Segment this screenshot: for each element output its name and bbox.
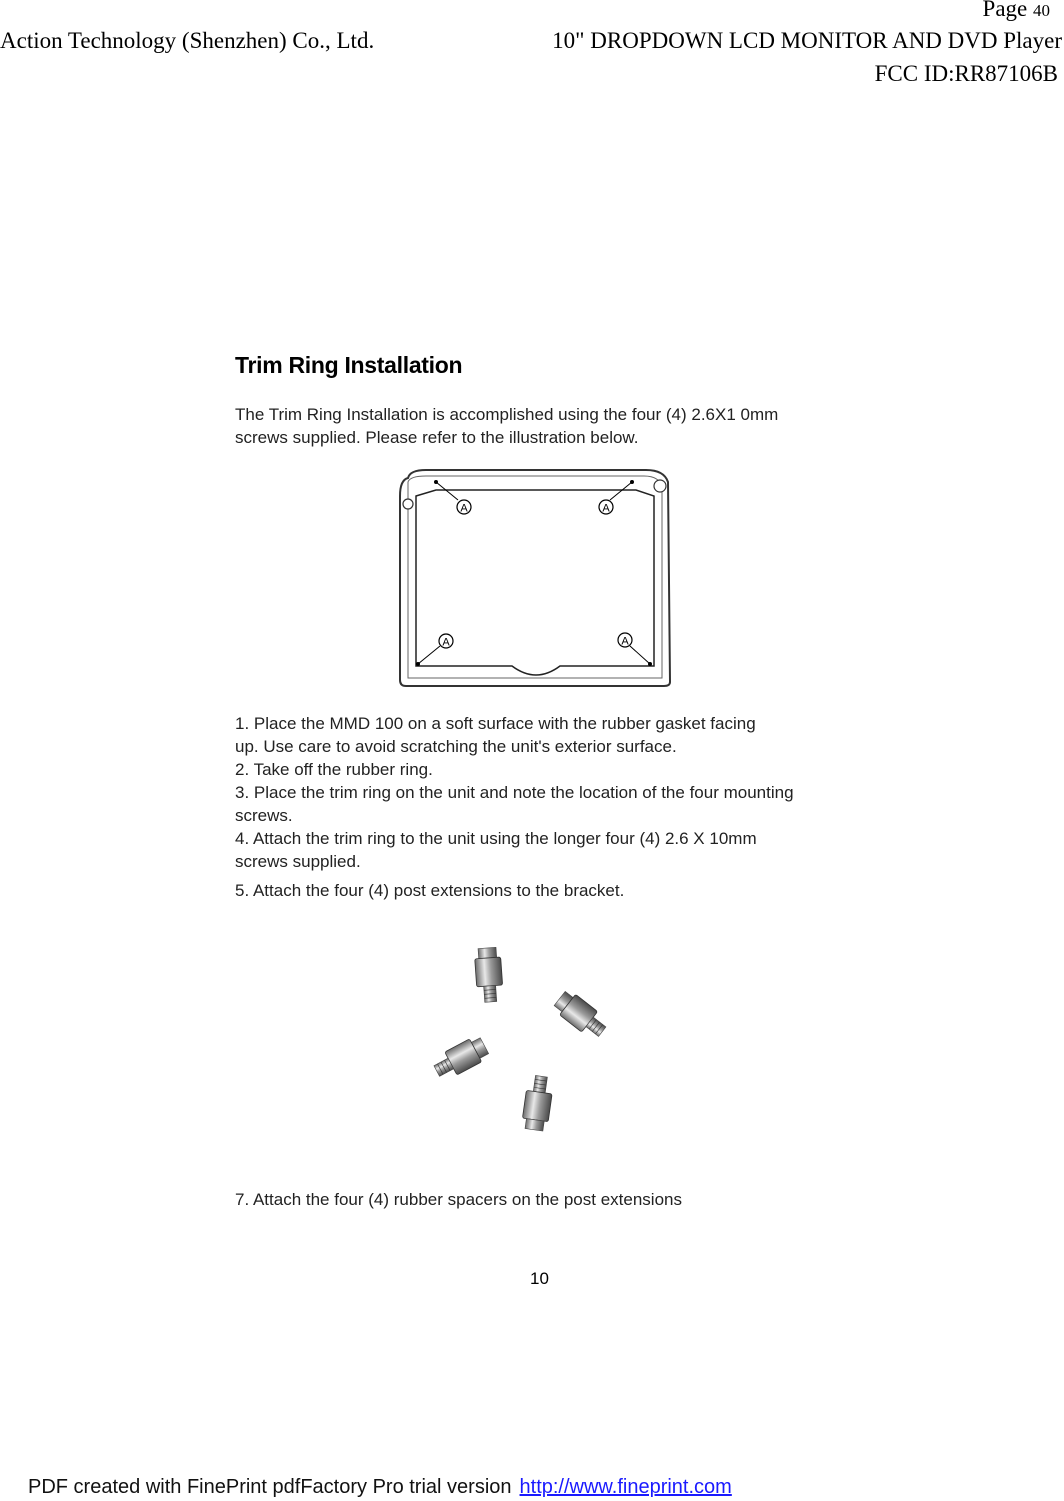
screw-label-top-left bbox=[457, 500, 471, 515]
page-prefix: Page bbox=[982, 0, 1028, 21]
step-3 bbox=[235, 781, 875, 827]
svg-text:A: A bbox=[621, 635, 629, 648]
document-title: 10" DROPDOWN LCD MONITOR AND DVD Player bbox=[552, 28, 1062, 53]
svg-text:A: A bbox=[460, 502, 468, 515]
post-extension-4 bbox=[521, 1075, 554, 1132]
page-label bbox=[983, 0, 1050, 24]
side-knob-right bbox=[654, 480, 666, 492]
fineprint-link[interactable]: http://www.fineprint.com bbox=[519, 1476, 732, 1498]
page-number-header: 40 bbox=[1033, 1, 1050, 20]
intro-line-2: screws supplied. Please refer to the illustration below. bbox=[235, 428, 639, 447]
trim-ring-illustration bbox=[396, 466, 676, 690]
step-3-line-1: 3. Place the trim ring on the unit and note the location of the four mounting bbox=[235, 783, 794, 802]
screen-panel bbox=[416, 490, 654, 675]
intro-paragraph bbox=[235, 403, 875, 449]
step-4-line-2: screws supplied. bbox=[235, 852, 361, 871]
screw-label-bottom-left bbox=[439, 634, 453, 649]
svg-text:A: A bbox=[602, 502, 610, 515]
page-number-footer: 10 bbox=[530, 1269, 549, 1288]
post-extension-3 bbox=[431, 1034, 491, 1082]
step-1 bbox=[235, 712, 875, 758]
step-2 bbox=[235, 758, 875, 781]
screw-label-top-right bbox=[599, 500, 613, 515]
step-5 bbox=[235, 879, 875, 902]
footer-text: PDF created with FinePrint pdfFactory Pro trial version bbox=[28, 1476, 512, 1498]
step-1-line-1: 1. Place the MMD 100 on a soft surface with the rubber gasket facing bbox=[235, 714, 756, 733]
step-1-line-2: up. Use care to avoid scratching the unit's exterior surface. bbox=[235, 737, 677, 756]
pdf-footer bbox=[28, 1476, 732, 1499]
section-title: Trim Ring Installation bbox=[235, 352, 463, 378]
instruction-steps bbox=[235, 712, 875, 902]
post-extension-2 bbox=[552, 988, 611, 1042]
company-name: Action Technology (Shenzhen) Co., Ltd. bbox=[0, 28, 375, 53]
step-5-line-1: 5. Attach the four (4) post extensions to the bracket. bbox=[235, 881, 625, 900]
fcc-id: FCC ID:RR87106B bbox=[874, 61, 1058, 86]
step-3-line-2: screws. bbox=[235, 806, 293, 825]
step-4-line-1: 4. Attach the trim ring to the unit using the longer four (4) 2.6 X 10mm bbox=[235, 829, 757, 848]
post-extension-1 bbox=[474, 947, 504, 1003]
screw-label-bottom-right bbox=[618, 633, 632, 648]
side-knob-left bbox=[403, 499, 413, 509]
step-2-line-1: 2. Take off the rubber ring. bbox=[235, 760, 433, 779]
post-extensions-photo bbox=[425, 940, 625, 1150]
intro-line-1: The Trim Ring Installation is accomplished using the four (4) 2.6X1 0mm bbox=[235, 405, 779, 424]
svg-text:A: A bbox=[442, 636, 450, 649]
step-4 bbox=[235, 827, 875, 873]
step-7: 7. Attach the four (4) rubber spacers on the post extensions bbox=[235, 1190, 682, 1209]
